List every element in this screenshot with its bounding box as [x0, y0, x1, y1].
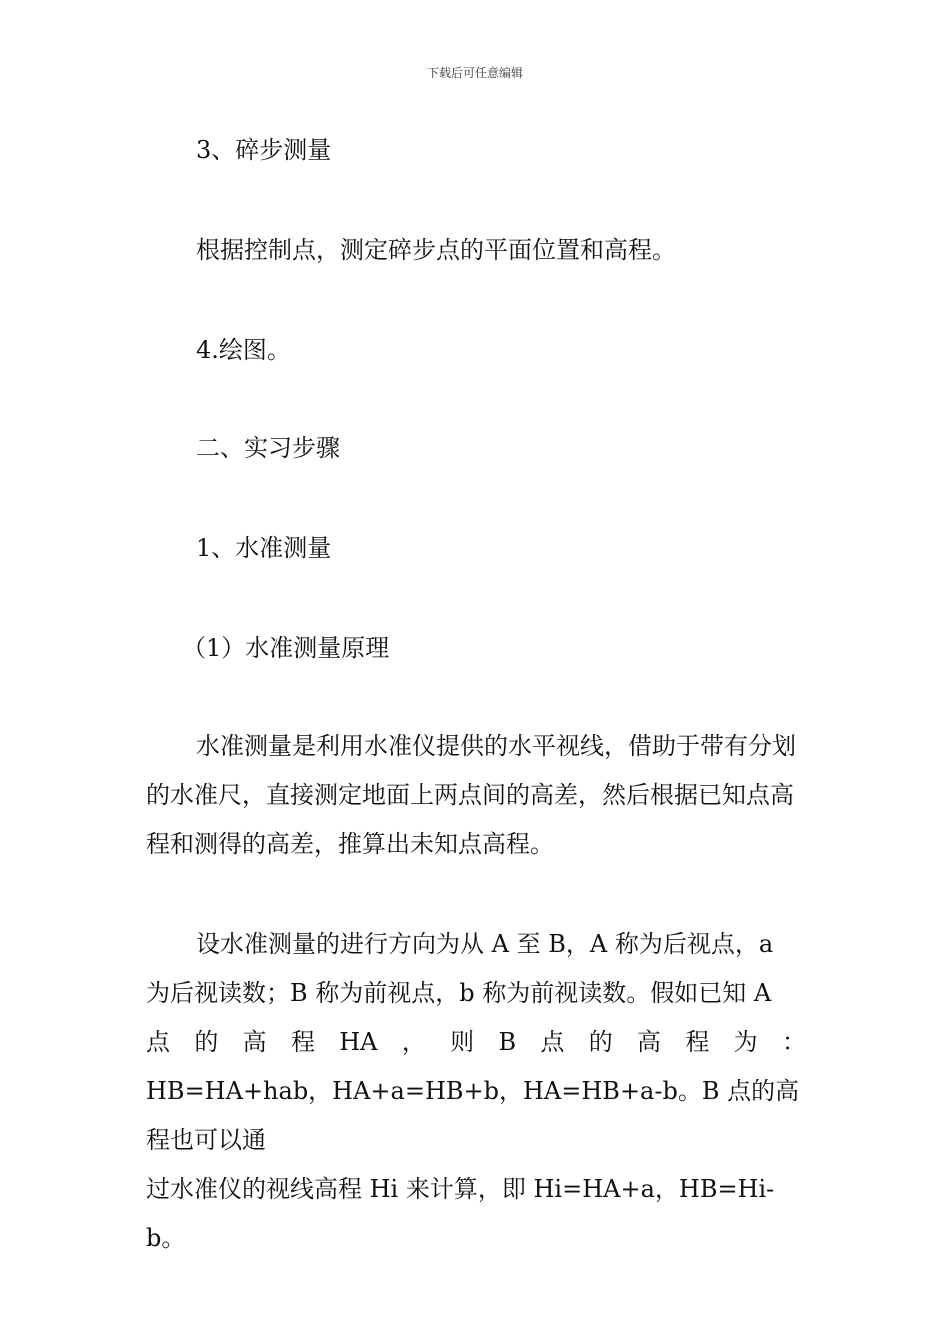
justified-char: 点 [146, 1028, 170, 1056]
justified-char: 点 [540, 1028, 565, 1056]
justified-char: ， [401, 1028, 426, 1056]
body-line: 根据控制点，测定碎步点的平面位置和高程。 [196, 236, 676, 264]
justified-char: 高 [637, 1028, 662, 1056]
paragraph-line [146, 920, 806, 969]
page-header: 下载后可任意编辑 [426, 66, 523, 80]
justified-char: 的 [194, 1028, 219, 1056]
justified-char: B [498, 1028, 517, 1056]
paragraph-principle-text: 水准测量是利用水准仪提供的水平视线，借助于带有分划的水准尺，直接测定地面上两点间的高差，然后根据已知点高程和测得的高差，推算出未知点高程。 [146, 732, 796, 858]
justified-char: 高 [242, 1028, 267, 1056]
subsection-heading: （1）水准测量原理 [182, 634, 390, 662]
section-heading-4: 4.绘图。 [196, 336, 291, 364]
justified-char: 的 [588, 1028, 613, 1056]
justified-char: 程 [685, 1028, 710, 1056]
justified-char: 为 [733, 1028, 758, 1056]
justified-char: ： [781, 1028, 806, 1056]
paragraph-line-text: 设水准测量的进行方向为从 A 至 B，A 称为后视点，a [196, 930, 774, 958]
justified-char: HA [339, 1028, 378, 1056]
paragraph-procedure [146, 920, 806, 1263]
section-heading-1: 1、水准测量 [196, 534, 332, 562]
paragraph-line: HB=HA+hab，HA+a=HB+b，HA=HB+a-b。B 点的高程也可以通 [146, 1077, 800, 1154]
section-heading-3: 3、碎步测量 [196, 136, 332, 164]
justified-char: 程 [290, 1028, 315, 1056]
paragraph-line: 为后视读数；B 称为前视点，b 称为前视读数。假如已知 A [146, 979, 772, 1007]
paragraph-principle [146, 722, 806, 869]
justified-char: 则 [450, 1028, 475, 1056]
paragraph-justified-line [146, 1018, 806, 1067]
paragraph-line: 过水准仪的视线高程 Hi 来计算，即 Hi=HA+a，HB=Hi-b。 [146, 1175, 775, 1252]
chapter-heading: 二、实习步骤 [196, 434, 340, 462]
